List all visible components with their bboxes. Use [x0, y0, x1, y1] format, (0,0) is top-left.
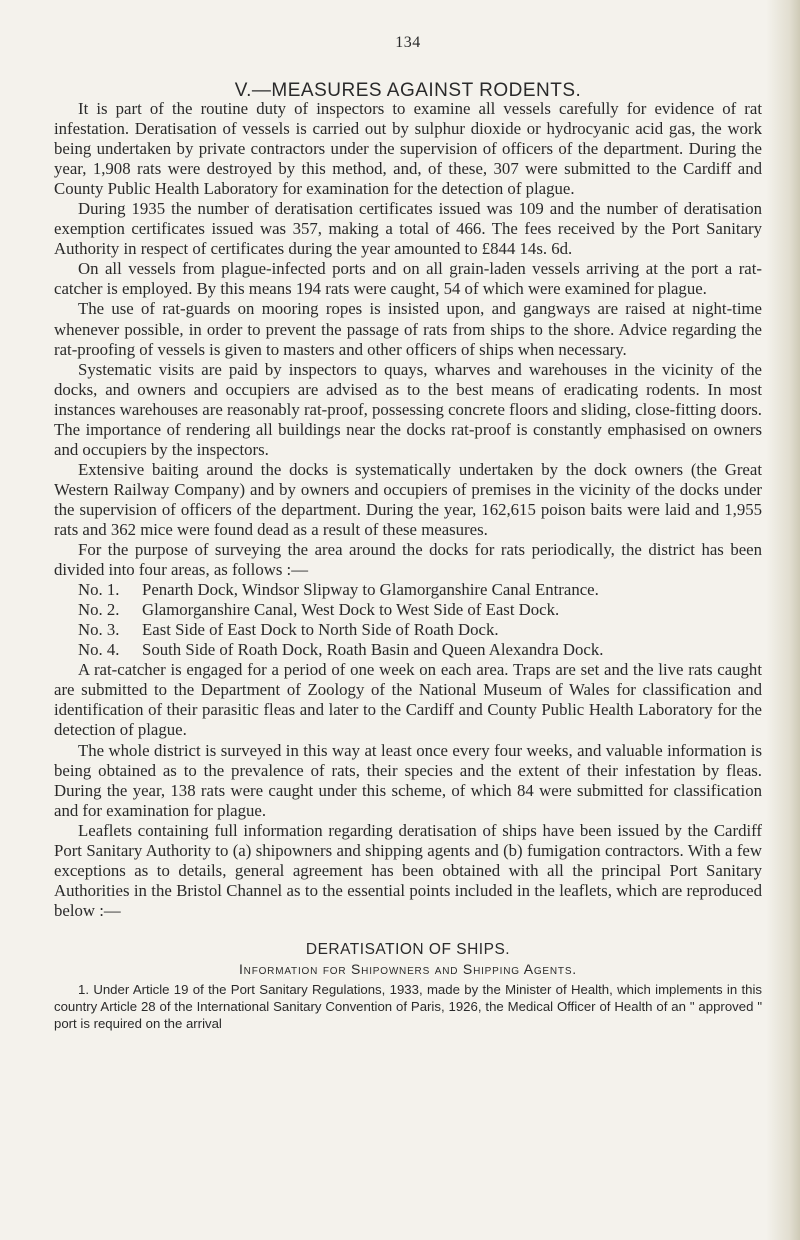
area-item: [54, 620, 762, 640]
paragraph: Extensive baiting around the docks is systematically undertaken by the dock owners (the Great Western Railway Company) and by owners and occupiers of premises in the vicinity of the docks under the supervision of officers of the department. During the year, 162,615 poison baits were laid and 1,955 rats and 362 mice were found dead as a result of these measures.: [54, 459, 762, 539]
area-description: South Side of Roath Dock, Roath Basin and Queen Alexandra Dock.: [142, 640, 604, 660]
subheading: DERATISATION OF SHIPS.: [305, 940, 511, 958]
paragraph: It is part of the routine duty of inspectors to examine all vessels carefully for evidence of rat infestation. Deratisation of vessels is carried out by sulphur dioxide or hydrocyanic acid gas, the work being undertaken by private contractors under the supervision of officers of the department. During the year, 1,908 rats were destroyed by this method, and, of these, 307 were submitted to the Cardiff and County Public Health Laboratory for examination for the detection of plague.: [54, 99, 762, 199]
paragraph: The use of rat-guards on mooring ropes is insisted upon, and gangways are raised at night-time whenever possible, in order to prevent the passage of rats from ships to the shore. Advice regarding the rat-proofing of vessels is given to masters and other officers of ships when necessary.: [54, 299, 762, 359]
subheading-secondary: Information for Shipowners and Shipping Agents.: [238, 960, 577, 977]
note-text: [54, 981, 762, 1032]
area-number: No. 4.: [78, 640, 120, 660]
paragraph: During 1935 the number of deratisation certificates issued was 109 and the number of deratisation exemption certificates issued was 357, making a total of 466. The fees received by the Port Sanitary Authority in respect of certificates during the year amounted to £844 14s. 6d.: [54, 199, 762, 259]
area-item: [54, 640, 762, 660]
section-title: V.—MEASURES AGAINST RODENTS.: [234, 79, 582, 101]
paragraph: Systematic visits are paid by inspectors to quays, wharves and warehouses in the vicinity of the docks, and owners and occupiers are advised as to the best means of eradicating rodents. In most instances warehouses are reasonably rat-proof, possessing concrete floors and sliding, close-fitting doors. The importance of rendering all buildings near the docks rat-proof is constantly emphasised on owners and occupiers by the inspectors.: [54, 359, 762, 459]
area-description: East Side of East Dock to North Side of Roath Dock.: [142, 620, 499, 640]
area-number: No. 2.: [78, 600, 120, 620]
area-item: [54, 600, 762, 620]
area-description: Penarth Dock, Windsor Slipway to Glamorganshire Canal Entrance.: [142, 580, 599, 600]
note-paragraph: 1. Under Article 19 of the Port Sanitary Regulations, 1933, made by the Minister of Health, which implements in this country Article 28 of the International Sanitary Convention of Paris, 1926, the Medical Officer of Health of an " approved " port is required on the arrival: [54, 981, 762, 1031]
page-edge-shadow: [766, 0, 800, 1240]
paragraph: The whole district is surveyed in this way at least once every four weeks, and valuable information is being obtained as to the prevalence of rats, their species and the extent of their infestation by fleas. During the year, 138 rats were caught under this scheme, of which 84 were submitted for classification and for examination for plague.: [54, 740, 762, 820]
paragraph: On all vessels from plague-infected ports and on all grain-laden vessels arriving at the port a rat-catcher is employed. By this means 194 rats were caught, 54 of which were examined for plague.: [54, 259, 762, 299]
area-number: No. 1.: [78, 580, 120, 600]
page-number: 134: [395, 34, 421, 51]
paragraph: For the purpose of surveying the area around the docks for rats periodically, the district has been divided into four areas, as follows :—: [54, 540, 762, 580]
body-text: [54, 99, 762, 1032]
area-number: No. 3.: [78, 620, 120, 640]
paragraph: A rat-catcher is engaged for a period of one week on each area. Traps are set and the live rats caught are submitted to the Department of Zoology of the National Museum of Wales for classification and identification of their parasitic fleas and later to the Cardiff and County Public Health Laboratory for the detection of plague.: [54, 660, 762, 740]
area-list: [54, 580, 762, 660]
area-item: [54, 580, 762, 600]
area-description: Glamorganshire Canal, West Dock to West Side of East Dock.: [142, 600, 560, 620]
paragraph: Leaflets containing full information regarding deratisation of ships have been issued by the Cardiff Port Sanitary Authority to (a) shipowners and shipping agents and (b) fumigation contractors. With a few exceptions as to details, general agreement has been obtained with all the principal Port Sanitary Authorities in the Bristol Channel as to the essential points included in the leaflets, which are reproduced below :—: [54, 820, 762, 920]
